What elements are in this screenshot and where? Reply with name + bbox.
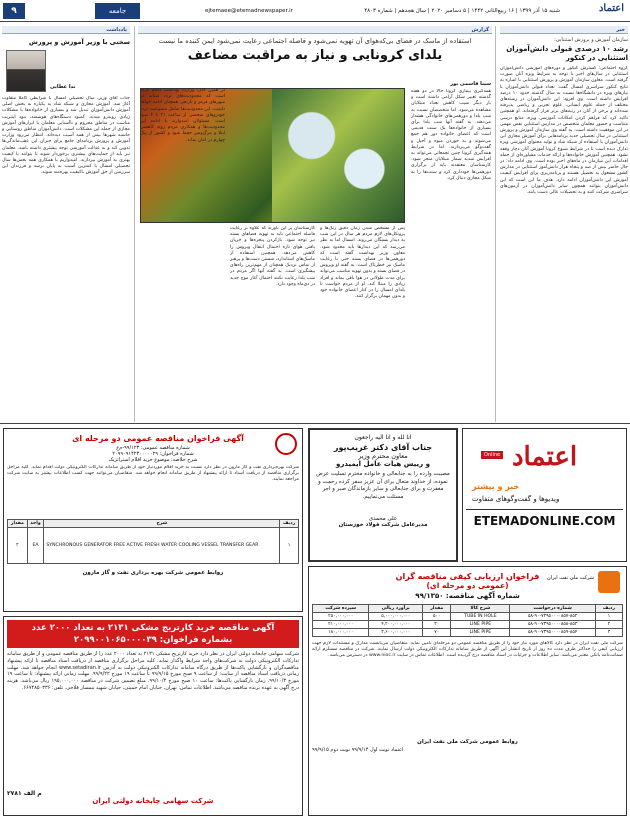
table-cell: LINE PIPE [451, 629, 510, 637]
tender-table [7, 519, 299, 564]
nioc-title: فراخوان ارزیابی کیفی مناقصه گران [312, 572, 623, 581]
table-cell: ۵۰۰ [423, 613, 451, 621]
section-bar: خبر [500, 26, 628, 34]
condolence-title-2: و رییس هیات عامل ایمیدرو [336, 460, 430, 468]
cartridge-footer: شرکت سهامی چاپخانه دولتی ایران [92, 797, 214, 805]
right-news-column [500, 26, 628, 422]
nioc-footer: روابط عمومی شرکت ملی نفت ایران [417, 739, 518, 745]
left-opinion-column [2, 26, 130, 422]
section-tag: جامعه [95, 3, 140, 19]
author-photo [6, 50, 46, 92]
article-kicker: استفاده از ماسک در فضای بی‌که‌هوای آن تهویه نمی‌شود و فاصله اجتماعی رعایت نمی‌شود ایمن کننده ما نیست [158, 37, 472, 45]
nioc-number: شماره آگهی مناقصه: ۹۹/۱۳۵۰ [415, 592, 520, 600]
nioc-table [312, 604, 623, 637]
newspaper-logo: اعتماد [598, 3, 624, 14]
table-row [313, 621, 623, 629]
company-logo [275, 433, 297, 455]
table-header: واحد [27, 520, 44, 528]
table-header: ردیف [280, 520, 299, 528]
tender-ad-printing [3, 616, 303, 816]
author-name: ندا عطایی [50, 84, 76, 90]
table-cell: ۳,۶۰۰,۰۰۰,۰۰۰ [369, 629, 423, 637]
table-header: شرح کالا [451, 605, 510, 613]
table-cell: LINE PIPE [451, 621, 510, 629]
tender-ad-maroon [3, 428, 303, 612]
tender-subject: شرح خلاصه: موضوع خرید اقلام استراتژیک [108, 457, 198, 463]
table-cell: ۲۵۰,۰۰۰,۰۰۰ [313, 613, 369, 621]
table-cell: TUBE IN HOLE [451, 613, 510, 621]
nioc-subtitle: (عمومی دو مرحله ای) [312, 581, 623, 590]
table-cell: ۵۸-۹۰-۷۳۹۵۰۰۰۰۸۵۷-۸۵۲ [510, 613, 596, 621]
news-title: رشد ۱۰ درصدی قبولی دانش‌آموزان استثنایی در کنکور [506, 45, 628, 62]
cartridge-body: شرکت سهامی چاپخانه دولتی ایران در نظر دارد خرید کارتریج مشکی ۲۱۳۱ به تعداد ۲۰۰۰ عدد را از طریق مناقصه عمومی و از طریق سامانه تدارکات الکترونیکی دولت به شرکت‌های واجد شرایط واگذار نماید. کلیه مراحل برگزاری مناقصه از دریافت اسناد مناقصه تا ارائه پیشنهاد مناقصه‌گران و بازگشایی پاکت‌ها از طریق درگاه سامانه تدارکات الکترونیکی دولت به آدرس www.setadiran.ir انجام خواهد شد. مهلت زمانی دریافت اسناد مناقصه از سایت: از ساعت ۹ صبح مورخ ۹۹/۹/۱۵ تا ساعت ۱۹ مورخ ۹۹/۹/۲۲. مهلت زمانی ارائه پیشنهاد: تا ساعت ۱۹ مورخ ۹۹/۱۰/۳. زمان بازگشایی پاکت‌ها: ساعت ۱۰ صبح مورخ ۹۹/۱۰/۴. مبلغ تضمین شرکت در مناقصه ۱۹۵,۰۰۰,۰۰۰ ریال می‌باشد. هزینه درج آگهی به عهده برنده مناقصه می‌باشد. اطلاعات تماس: تهران، خیابان امام خمینی، خیابان شهید تیمسار فلاحی. تلفن: ۶۶۷۴۸۵۰۳۳۶. [7, 651, 299, 691]
nioc-logo [598, 571, 620, 593]
condolence-title-1: معاون محترم وزیر [358, 452, 408, 460]
ad-footer: روابط عمومی شرکت بهره برداری نفت و گاز مارون [82, 570, 224, 576]
condolence-ad [308, 428, 458, 562]
table-cell: EA [27, 528, 44, 564]
table-header: مقدار [8, 520, 28, 528]
table-header: سپرده شرکت [313, 605, 369, 613]
condolence-intro: انا لله و انا الیه راجعون [354, 434, 412, 441]
table-header: مقدار [423, 605, 451, 613]
section-bar: یادداشت [2, 26, 130, 34]
table-header: برآورد ریالی [369, 605, 423, 613]
tender-body: شرکت بهره‌برداری نفت و گاز مارون در نظر دارد نسبت به خرید اقلام موردنیاز خود از طریق سامانه تدارکات الکترونیکی دولت اقدام نماید. کلیه مراحل برگزاری مناقصه از دریافت اسناد تا ارائه پیشنهاد از طریق سامانه انجام خواهد شد. متقاضیان می‌توانند جهت کسب اطلاعات بیشتر به سایت شرکت مراجعه نمایند. [7, 465, 299, 483]
table-header: شماره درخواست [510, 605, 596, 613]
divider [0, 423, 630, 424]
table-cell: ۲ [8, 528, 28, 564]
table-cell: ۴,۲۰۰,۰۰۰,۰۰۰ [369, 621, 423, 629]
news-body: گروه اجتماعی: گسترش کنکور و دوره‌های آموزشی دانش‌آموزان استثنایی در سال‌های اخیر با توجه به شرایط ویژه آنان صورت گرفته است. معاون سازمان آموزش و پرورش استثنایی با اشاره به نتایج کنکور سراسری امسال گفت: تعداد قبولی دانش‌آموزان با نیازهای ویژه در دانشگاه‌ها نسبت به سال گذشته حدود ۱۰ درصد افزایش داشته است. وی افزود: این دانش‌آموزان در رشته‌های مختلف از جمله علوم انسانی، علوم تجربی و ریاضی پذیرفته شده‌اند و برخی از آنان در رتبه‌های برتر قرار گرفته‌اند. او همچنین تاکید کرد که فراهم کردن امکانات آموزشی ویژه، منابع درسی متناسب و حضور معلمان متخصص در مدارس استثنایی نقش مهمی در این موفقیت داشته است. به گفته وی سازمان آموزش و پرورش استثنایی در سال تحصیلی جدید برنامه‌هایی برای آموزش مجازی این دانش‌آموزان با استفاده از شبکه شاد و تولید محتوای آموزشی ویژه تدارک دیده است تا در شرایط شیوع کرونا آموزش آنان دچار وقفه نشود. همچنین آموزش خانواده‌ها و ارائه خدمات مشاوره‌ای از جمله اقدامات این سازمان در ماه‌های اخیر بوده است. وی ادامه داد: در حال حاضر بیش از صد و پنجاه هزار دانش‌آموز استثنایی در مدارس کشور مشغول به تحصیل هستند و برنامه‌ریزی برای افزایش کیفیت آموزش این دانش‌آموزان ادامه دارد. هدف ما این است که این دانش‌آموزان بتوانند همچون سایر دانش‌آموزان در آزمون‌های سراسری شرکت کنند و به تحصیلات عالی دست یابند. [500, 66, 628, 196]
photo-detail [272, 89, 404, 222]
article-column-2: پس از مشخص شدن زمان دقیق زنگ‌ها و پروتکل‌های لازم مردم هر سال در این شب به دیدار بستگان می‌روند. امسال اما به نظر می‌رسد که این دیدارها باید محدود شود. معاون وزیر بهداشت گفته است که دورهمی‌ها در فضای بسته حتی با رعایت ماسک نیز خطرناک است. به گفته او ویروس در فضای بسته و بدون تهویه مناسب می‌تواند برای مدت طولانی در هوا باقی بماند و افراد زیادی را مبتلا کند. او از مردم خواست تا یلدای امسال را در کنار اعضای خانواده خود و بدون مهمان برگزار کنند. [320, 226, 405, 300]
online-badge: Online [481, 451, 503, 459]
condolence-name: جناب آقای دکتر غریب‌پور [333, 443, 433, 452]
opinion-body: جناب آقای وزیر، سال تحصیلی امسال با شرایطی کاملا متفاوت آغاز شد. آموزش مجازی و شبکه شاد به یکباره به بخش اصلی آموزش دانش‌آموزان تبدیل شد و بسیاری از خانواده‌ها با مشکلات زیادی روبه‌رو شدند. کمبود دستگاه‌های هوشمند، نبود اینترنت مناسب در مناطق محروم و ناآشنایی معلمان با ابزارهای آموزش مجازی از جمله این مشکلات است. دانش‌آموزان مناطق روستایی و حاشیه شهرها بیش از همه آسیب دیده‌اند. انتظار می‌رود وزارت آموزش و پرورش برنامه‌ای جامع برای جبران این عقب‌ماندگی‌ها تدوین کند و به عدالت آموزشی توجه بیشتری داشته باشد. معلمان نیز باید از حمایت‌های بیشتری برخوردار شوند تا بتوانند با کیفیت بهتری به آموزش بپردازند. امیدواریم با همکاری همه بخش‌ها سال تحصیلی امسال با کمترین آسیب به پایان برسد و فرزندان این سرزمین از حق آموزش باکیفیت بهره‌مند شوند. [2, 96, 130, 176]
table-cell: ۱ [595, 613, 622, 621]
promo-line-2: ویدیوها و گفت‌وگوهای متفاوت [472, 495, 560, 503]
condolence-sign-name: علی محمدی [368, 516, 398, 522]
cartridge-subtitle: بشماره فراخوان: ۲۰۹۹۰۰۱۰۶۵۰۰۰۰۳۹ [7, 634, 299, 648]
table-cell: ۲ [595, 621, 622, 629]
nioc-date: اعتماد نوبت اول ۹۹/۹/۱۴ نوبت دوم ۹۹/۹/۱۵ [312, 747, 404, 753]
section-email[interactable]: ejtemaee@etemadnewspaper.ir [205, 8, 293, 14]
table-cell: ۵,۰۰۰,۰۰۰,۰۰۰ [369, 613, 423, 621]
etemad-online-ad[interactable] [462, 428, 627, 562]
article-byline: سینا قاسمی پور [450, 81, 491, 87]
promo-line-1: خبر و بیشتر [472, 482, 520, 491]
table-cell: ۷۰ [423, 629, 451, 637]
page-number: ۹ [3, 3, 25, 19]
article-headline: یلدای کرونایی و نیاز به مراقبت مضاعف [187, 48, 443, 63]
date-line: شنبه ۱۵ آذر ۱۳۹۹ | ۱۶ ربیع‌الثانی ۱۴۴۲ | ۵ دسامبر ۲۰۲۰ | سال هجدهم | شماره ۴۸۰۳ [364, 8, 560, 14]
condolence-sign-title: مدیرعامل شرکت فولاد خوزستان [338, 522, 428, 528]
table-row [313, 629, 623, 637]
table-row [313, 613, 623, 621]
section-bar: گزارش [138, 26, 492, 34]
table-cell: SYNCHRONOUS GENERATOR FREE ACTIVE FRESH WATER COOLING VESSEL TRANSFER GEAR [44, 528, 280, 564]
notice-number: شماره فراخوان: ۲۰۹۹۰۹۱۴۲۳۰۰۰۰۰۲۹ [112, 451, 194, 457]
ad-title: آگهی فراخوان مناقصه عمومی دو مرحله ای [47, 434, 269, 443]
table-cell: ۵۸-۹۰-۷۳۹۵۰۰۰۰۸۵۸-۸۵۳ [510, 621, 596, 629]
condolence-body: مصیبت وارده را به جنابعالی و خانواده محترم تسلیت عرض نموده، از خداوند متعال برای آن عزیز سفر کرده رحمت و مغفرت و برای جنابعالی و سایر بازماندگان صبر و اجر مسئلت می‌نماییم. [316, 471, 450, 500]
article-column-1: همه‌گیری بیماری کرونا حالا در دو هفته گذشته تغییر شکل آرامی داشته است و بار دیگر شیب کاهش تعداد مبتلایان مشاهده می‌شود. اما متخصصان نسبت به شب یلدا و دورهمی‌های خانوادگی هشدار می‌دهند. به گفته آنها شب یلدا برای بسیاری از خانواده‌ها یک سنت قدیمی است که اعضای خانواده دور هم جمع می‌شوند و به خوردن میوه و آجیل و گفت‌وگو می‌پردازند. اما در شرایط همه‌گیری کرونا چنین تجمعاتی می‌تواند به افزایش شدید شمار مبتلایان منجر شود. کارشناسان معتقدند باید از برگزاری دورهمی‌ها خودداری کرد و سنت‌ها را به شکل مجازی دنبال کرد. [411, 89, 491, 181]
article-column-3: کارشناسان بر این باورند که علاوه بر رعایت فاصله اجتماعی باید به تهویه فضاهای بسته نیز توجه شود. بازکردن پنجره‌ها و جریان یافتن هوای تازه احتمال انتقال ویروس را کاهش می‌دهد. همچنین استفاده از ماسک‌های استاندارد، شستن دست‌ها و پرهیز از تماس نزدیک همچنان از مهم‌ترین راه‌های پیشگیری است. به گفته آنها اگر مردم در شب یلدا رعایت نکنند احتمال آغاز موج جدید در دی‌ماه وجود دارد. [230, 226, 315, 287]
tender-ad-nioc [308, 566, 627, 816]
table-header: ردیف [595, 605, 622, 613]
table-header: شرح [44, 520, 280, 528]
main-article [134, 26, 496, 422]
nioc-company: شرکت ملی نفت ایران [547, 575, 594, 581]
opinion-title: سخنی با وزیر آموزش و پرورش [28, 38, 130, 46]
table-cell: ۵۸-۹۰-۷۳۹۵۰۰۰۰۸۵۹-۸۵۴ [510, 629, 596, 637]
cartridge-code: م الف ۲۷۸۱ [7, 790, 42, 797]
table-cell: ۱۸۰,۰۰۰,۰۰۰ [313, 629, 369, 637]
page-header [0, 0, 630, 22]
article-column-4: در همین حال، وزارت بهداشت اعلام کرده است که محدودیت‌های تردد شبانه در شهرهای قرمز و نارنجی همچنان ادامه خواهد داشت. این محدودیت‌ها شامل ممنوعیت تردد خودروهای شخصی از ساعت ۲۱ تا ۴ صبح است. مسئولان امیدوارند با ادامه این محدودیت‌ها و همکاری مردم روند کاهشی ابتلا و مرگ‌ومیر حفظ شود و کشور از پیک چهارم در امان بماند. [140, 88, 225, 143]
cartridge-title: آگهی مناقصه خرید کارتریج مشکی ۲۱۳۱ به تعداد ۲۰۰۰ عدد [7, 620, 299, 634]
table-cell: ۱ [280, 528, 299, 564]
table-cell: ۳۰ [423, 621, 451, 629]
tender-number: شماره مناقصه عمومی: ۹۹/۱۲۳-م‌ع [116, 445, 190, 451]
etemad-logo: اعتماد [511, 442, 578, 472]
news-kicker: سازمان آموزش و پرورش استثنایی: [554, 37, 628, 43]
table-cell: ۳ [595, 629, 622, 637]
table-cell: ۲۱۰,۰۰۰,۰۰۰ [313, 621, 369, 629]
etemad-url[interactable]: ETEMADONLINE.COM [466, 509, 623, 528]
nioc-body: شرکت ملی نفت ایران در نظر دارد کالاهای مورد نیاز خود را از طریق مناقصه عمومی دو مرحله‌ای تامین نماید. متقاضیان می‌بایست مدارک و مستندات لازم جهت ارزیابی کیفی را حداکثر ظرف مدت ده روز از تاریخ انتشار این آگهی از طریق سامانه تدارکات الکترونیکی دولت ارسال نمایند. شرکت در مناقصه مستلزم ارائه ضمانت‌نامه بانکی معتبر می‌باشد. سایر اطلاعات و جزئیات در اسناد مناقصه درج گردیده است. اطلاعات تماس در سایت www.nioc.ir در دسترس می‌باشد. [312, 641, 623, 659]
